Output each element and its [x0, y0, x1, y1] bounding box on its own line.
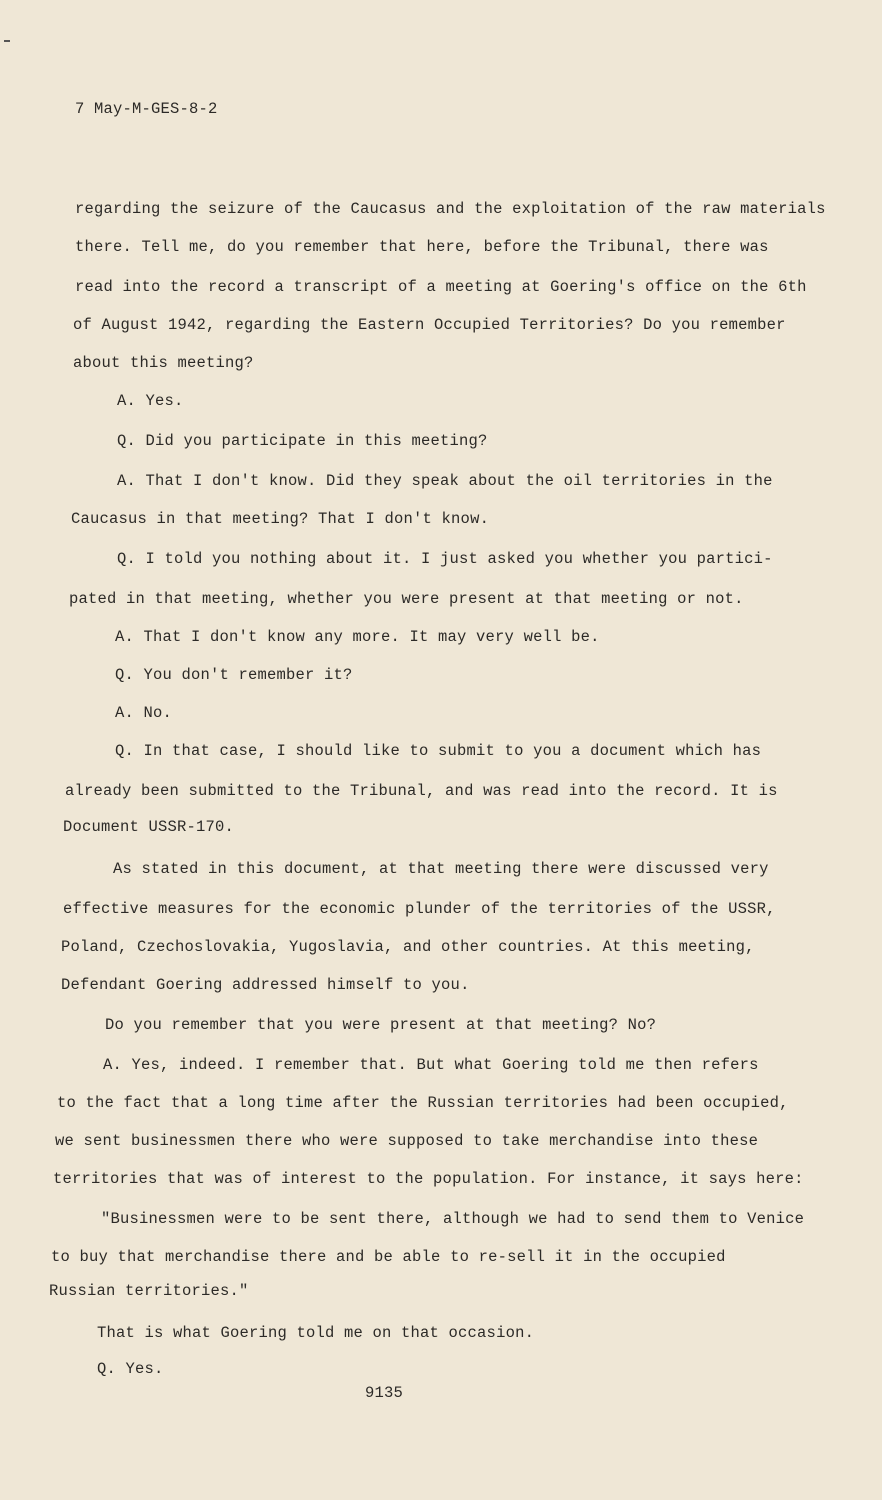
text-line: read into the record a transcript of a meeting at Goering's office on the 6th	[75, 278, 807, 296]
text-line: Q. Did you participate in this meeting?	[117, 432, 488, 450]
text-line: Q. In that case, I should like to submit to you a document which has	[115, 742, 762, 760]
text-line: pated in that meeting, whether you were present at that meeting or not.	[69, 590, 744, 608]
text-line: "Businessmen were to be sent there, although we had to send them to Venice	[101, 1210, 805, 1228]
text-line: A. No.	[115, 704, 173, 722]
text-line: Poland, Czechoslovakia, Yugoslavia, and other countries. At this meeting,	[61, 938, 755, 956]
text-line: we sent businessmen there who were supposed to take merchandise into these	[55, 1132, 759, 1150]
text-line: A. Yes, indeed. I remember that. But what Goering told me then refers	[103, 1056, 759, 1074]
text-line: there. Tell me, do you remember that here, before the Tribunal, there was	[75, 238, 769, 256]
text-line: Document USSR-170.	[63, 818, 235, 836]
text-line: Q. I told you nothing about it. I just asked you whether you partici-	[117, 550, 773, 568]
text-line: Defendant Goering addressed himself to you.	[61, 976, 470, 994]
text-line: Do you remember that you were present at that meeting? No?	[105, 1016, 657, 1034]
text-line: As stated in this document, at that meeting there were discussed very	[113, 860, 769, 878]
text-line: A. Yes.	[117, 392, 184, 410]
text-line: Q. Yes.	[97, 1360, 164, 1378]
text-line: effective measures for the economic plunder of the territories of the USSR,	[63, 900, 776, 918]
text-line: Caucasus in that meeting? That I don't know.	[71, 510, 490, 528]
text-line: to buy that merchandise there and be able to re-sell it in the occupied	[51, 1248, 726, 1266]
page-number: 9135	[365, 1384, 404, 1402]
margin-mark	[4, 40, 10, 42]
text-line: to the fact that a long time after the Russian territories had been occupied,	[57, 1094, 789, 1112]
text-line: Russian territories."	[49, 1282, 249, 1300]
document-header: 7 May-M-GES-8-2	[75, 100, 218, 118]
text-line: regarding the seizure of the Caucasus and the exploitation of the raw materials	[75, 200, 826, 218]
text-line: Q. You don't remember it?	[115, 666, 353, 684]
text-line: of August 1942, regarding the Eastern Occupied Territories? Do you remember	[73, 316, 786, 334]
text-line: territories that was of interest to the population. For instance, it says here:	[53, 1170, 804, 1188]
text-line: A. That I don't know. Did they speak about the oil territories in the	[117, 472, 773, 490]
text-line: already been submitted to the Tribunal, and was read into the record. It is	[65, 782, 778, 800]
text-line: That is what Goering told me on that occasion.	[97, 1324, 535, 1342]
text-line: A. That I don't know any more. It may very well be.	[115, 628, 600, 646]
text-line: about this meeting?	[73, 354, 254, 372]
